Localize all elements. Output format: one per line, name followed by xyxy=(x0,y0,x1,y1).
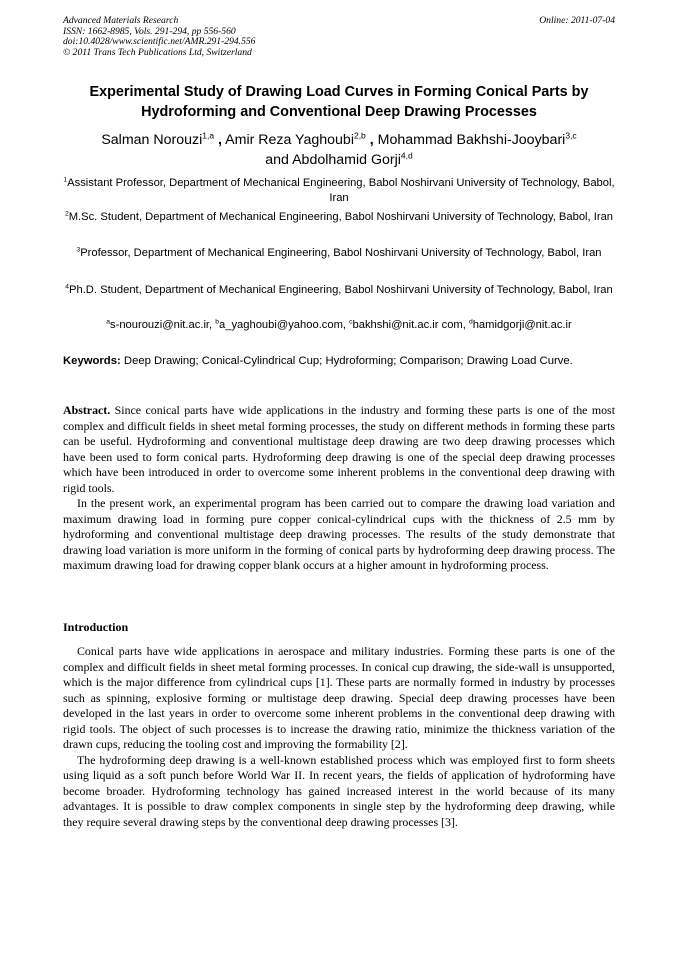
affiliation-superscript: 3 xyxy=(76,246,81,254)
abstract-text: Since conical parts have wide applications in the industry and forming these parts is one of the most complex and difficult fields in sheet metal forming processes, the study on different methods in forming these parts can be useful. Hydroforming and conventional multistage deep drawing are two deep drawing processes which have been used to form conical parts. Hydroforming deep drawing is one of the special deep drawing processes which have been introduced in order to overcome some inherent problems in the conventional deep drawing with rigid tools. xyxy=(63,403,615,495)
online-date: Online: 2011-07-04 xyxy=(539,15,615,26)
author-superscript: 3,c xyxy=(565,130,577,141)
author-list: Salman Norouzi$^{1,a}$ , Amir Reza Yaghoubi$^{2,b}$ , Mohammad Bakhshi-Jooybari$^{3,c}$ and Abdolhamid Gorji$^{4,d}$ xyxy=(101,130,577,168)
affiliation-text: Professor, Department of Mechanical Engineering, Babol Noshirvani University of Technology, Babol, Iran xyxy=(80,247,602,259)
doi-line: doi:10.4028/www.scientific.net/AMR.291-294.556 xyxy=(63,36,256,48)
abstract-paragraph: In the present work, an experimental program has been carried out to compare the drawing load variation and maximum drawing load in forming pure copper conical-cylindrical cups with the thickness of 2.5 mm by hydroforming and conventional multistage deep drawing processes. The results of the study demonstrate that drawing load variation is more uniform in the forming of conical parts by hydroforming deep drawing process. The maximum drawing load for drawing copper blank occurs at a higher amount in hydroforming process. xyxy=(63,496,615,572)
author-name: Amir Reza Yaghoubi xyxy=(225,132,354,148)
email-link[interactable]: hamidgorji@nit.ac.ir xyxy=(472,319,572,331)
email-superscript: a xyxy=(106,318,110,326)
affiliation xyxy=(58,176,620,205)
author-superscript: 4,d xyxy=(400,150,413,161)
affiliation xyxy=(58,283,620,298)
affiliation-superscript: 2 xyxy=(64,210,69,218)
issn-line: ISSN: 1662-8985, Vols. 291-294, pp 556-560 xyxy=(63,25,236,37)
author-superscript: 2,b xyxy=(353,130,366,141)
email-link[interactable]: a_yaghoubi@yahoo.com, xyxy=(219,319,347,331)
introduction-section xyxy=(63,644,615,830)
email-list xyxy=(58,318,620,333)
email-superscript: b xyxy=(215,318,219,326)
author-name: Salman Norouzi xyxy=(101,132,203,148)
author-name: Mohammad Bakhshi-Jooybari xyxy=(377,132,566,148)
introduction-paragraph: Conical parts have wide applications in aerospace and military industries. Forming these parts is one of the complex and difficult fields in sheet metal forming processes. In conical cup drawing, the side-wall is unsupported, which is the major difference from cylindrical cups [1]. These parts are normally formed in industry by processes such as spinning, explosive forming or multistage deep drawing. Special deep drawing processes have been developed in the last years in order to overcome some inherent problems in the conventional deep drawing with rigid tools. The object of such processes is to increase the drawing ratio, minimize the thickness variation of the drawn cups, reducing the tooling cost and improving the formability [2]. xyxy=(63,644,615,751)
email-link[interactable]: s-nourouzi@nit.ac.ir, xyxy=(110,319,213,331)
affiliation-superscript: 4 xyxy=(65,283,70,291)
author-name: Abdolhamid Gorji xyxy=(292,152,401,168)
journal-header xyxy=(63,16,615,58)
email-link[interactable]: bakhshi@nit.ac.ir com, xyxy=(352,319,466,331)
section-heading-introduction: Introduction xyxy=(63,620,129,634)
affiliation-text: Assistant Professor, Department of Mechanical Engineering, Babol Noshirvani University of Technology, Babol, Iran xyxy=(67,177,615,204)
author-superscript: 1,a xyxy=(202,130,215,141)
abstract-label: Abstract. xyxy=(63,403,111,417)
introduction-paragraph: The hydroforming deep drawing is a well-known established process which was employed first to form sheets using liquid as a soft punch before World War II. In recent years, the fields of application of hydroforming have become broader. Hydroforming technology has gained increased interest in the world because of its many advantages. It is possible to draw complex components in single step by the hydroforming deep drawing, while they require several drawing steps by the conventional deep drawing processes [3]. xyxy=(63,752,615,829)
keywords-label: Keywords: xyxy=(63,355,121,367)
abstract-paragraph xyxy=(63,403,615,496)
affiliation-text: M.Sc. Student, Department of Mechanical Engineering, Babol Noshirvani University of Technology, Babol, Iran xyxy=(68,211,614,223)
author-conjunction: and xyxy=(265,152,289,168)
journal-name: Advanced Materials Research xyxy=(63,15,179,26)
affiliation xyxy=(58,210,620,225)
abstract-section xyxy=(63,403,615,574)
email-superscript: d xyxy=(468,318,473,326)
paper-title: Experimental Study of Drawing Load Curves in Forming Conical Parts by Hydroforming and Conventional Deep Drawing Processes xyxy=(89,84,589,120)
copyright-line: © 2011 Trans Tech Publications Ltd, Switzerland xyxy=(63,46,252,58)
affiliation-superscript: 1 xyxy=(63,176,68,184)
affiliation xyxy=(58,246,620,261)
keywords-text: Deep Drawing; Conical-Cylindrical Cup; Hydroforming; Comparison; Drawing Load Curve. xyxy=(123,355,573,367)
affiliation-text: Ph.D. Student, Department of Mechanical Engineering, Babol Noshirvani University of Technology, Babol, Iran xyxy=(69,284,613,296)
email-superscript: c xyxy=(349,318,353,326)
keywords-block xyxy=(63,354,615,369)
